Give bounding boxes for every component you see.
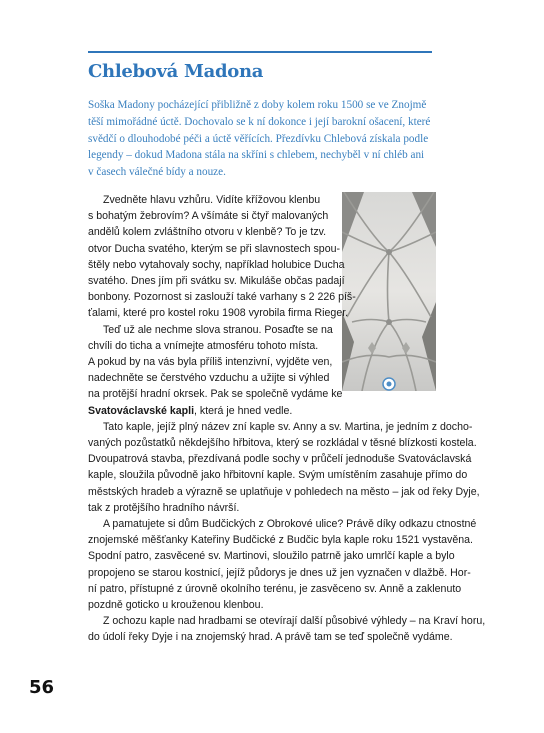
body-line: otvor Ducha svatého, kterým se při slavnostech spou- (88, 242, 341, 255)
body-line: ťalami, které pro kostel roku 1908 vyrobila firma Rieger. (88, 307, 349, 320)
body-line: kaple, sloužila původně jako hřbitovní kaple. Svým umístěním zasahuje přímo do (88, 469, 468, 482)
page-number: 56 (29, 677, 55, 698)
body-line: znojemské měšťanky Kateřiny Budčické z Budčic byla kaple roku 1521 vystavěna. (88, 534, 473, 547)
title-rule (88, 51, 432, 53)
body-line: štěly nebo vytahovaly sochy, například holubice Ducha (88, 258, 345, 271)
intro-line: svědčí o dlouhodobé péči a úctě věřících. Přezdívku Chlebová získala podle (88, 132, 429, 145)
body-line: Teď už ale nechme slova stranou. Posaďte se na (103, 323, 333, 336)
body-line: bonbony. Pozornost si zaslouží také varhany s 2 226 píš- (88, 291, 356, 304)
body-line: Dvoupatrová stavba, přezdívaná podle sochy v průčelí jednoduše Svatováclavská (88, 453, 472, 466)
body-line: městských hradeb a výrazně se uplatňuje v pohledech na město – jak od řeky Dyje, (88, 485, 480, 498)
body-line: tak z protějšího hradního návrší. (88, 501, 240, 514)
body-line: A pamatujete si dům Budčických z Obrokové ulice? Právě díky odkazu ctnostné (103, 518, 477, 531)
body-line: A pokud by na vás byla příliš intenzivní, vyjděte ven, (88, 356, 333, 369)
page-title: Chlebová Madona (88, 61, 264, 82)
body-line: Zvedněte hlavu vzhůru. Vidíte křížovou klenbu (103, 194, 321, 206)
body-line: chvíli do ticha a vnímejte atmosféru tohoto místa. (88, 339, 319, 352)
body-line: Z ochozu kaple nad hradbami se otevírají další působivé výhledy – na Kraví horu, (103, 615, 486, 628)
body-line-chapel (88, 403, 485, 419)
intro-line: Soška Madony pocházející přibližně z doby kolem roku 1500 se ve Znojmě (88, 99, 427, 111)
body-text (88, 192, 485, 646)
body-line: do údolí řeky Dyje i na znojemský hrad. A právě tam se teď společně vydáme. (88, 631, 453, 644)
intro-line: těší mimořádné úctě. Dochovalo se k ní dokonce i její barokní ošacení, které (88, 115, 431, 128)
body-line: pozdně goticko u krouženou klenbou. (88, 599, 264, 612)
body-line: s bohatým žebrovím? A všímáte si čtyř malovaných (88, 210, 329, 223)
intro-paragraph (88, 97, 434, 181)
chapel-line-rest: , která je hned vedle. (194, 404, 293, 417)
body-line: andělů kolem zvláštního otvoru v klenbě? To je tzv. (88, 226, 327, 239)
body-line: Spodní patro, zasvěcené sv. Martinovi, sloužilo patrně jako umrlčí kaple a bylo (88, 550, 455, 563)
intro-line: legendy – dokud Madona stála na skříni s chlebem, nechyběl v ní chléb ani (88, 149, 425, 162)
intro-line: v časech válečné bídy a nouze. (88, 166, 226, 179)
body-line: ní patro, přístupné z úrovně okolního terénu, je zasvěceno sv. Anně a zaklenuto (88, 582, 462, 595)
body-line: na protější hradní okrsek. Pak se společně vydáme ke (88, 388, 343, 401)
body-line: vaných pozůstatků někdejšího hřbitova, který se rozkládal v těsné blízkosti kostela. (88, 437, 477, 450)
chapel-name: Svatováclavské kapli (88, 404, 195, 417)
body-line: nadechněte se čerstvého vzduchu a užijte si výhled (88, 372, 330, 385)
body-line: propojeno se starou kostnicí, jejíž půdorys je dnes už jen vyznačen v dlažbě. Hor- (88, 566, 471, 579)
body-line: svatého. Dnes jím při svátku sv. Mikuláše občas padají (88, 275, 345, 288)
body-line: Tato kaple, jejíž plný název zní kaple sv. Anny a sv. Martina, je jedním z docho- (103, 420, 473, 433)
